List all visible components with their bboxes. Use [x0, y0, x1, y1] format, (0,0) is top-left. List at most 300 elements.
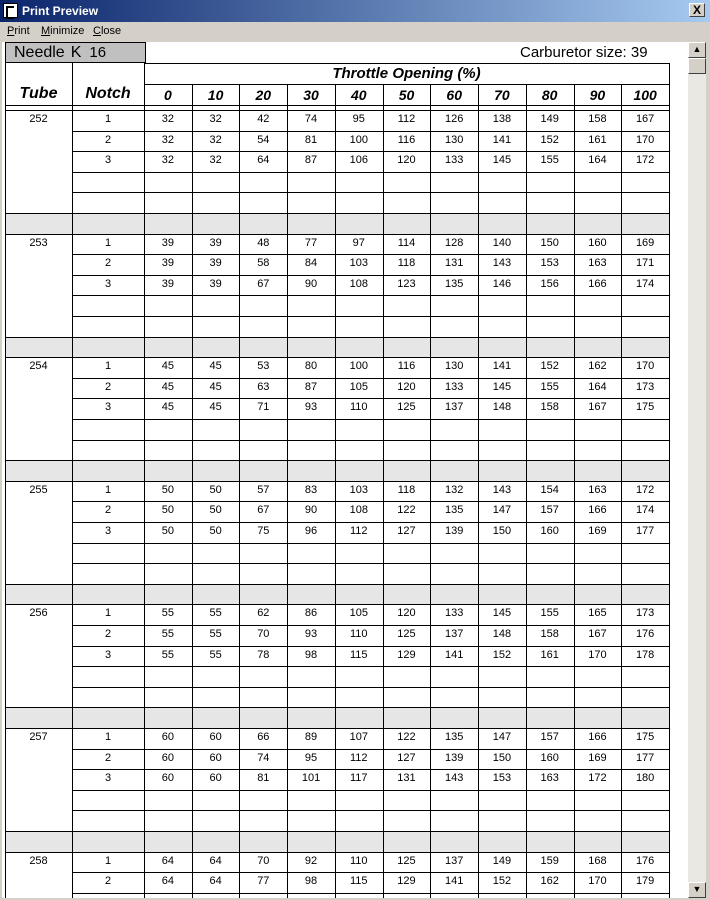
table-cell: 132: [445, 483, 464, 496]
table-cell: 112: [349, 751, 368, 764]
tube-value: 252: [29, 113, 48, 125]
table-cell: 153: [540, 257, 559, 270]
table-cell: 160: [588, 236, 607, 249]
table-cell: 149: [540, 113, 559, 125]
app-icon: [3, 3, 18, 18]
grid-line: [5, 234, 669, 235]
table-cell: 143: [492, 483, 512, 496]
grid-line: [72, 275, 669, 276]
notch-value: 2: [104, 380, 112, 393]
table-cell: 162: [588, 360, 607, 373]
table-cell: 141: [445, 648, 464, 661]
table-cell: 177: [635, 525, 655, 537]
grid-line: [669, 63, 670, 898]
grid-line: [72, 625, 669, 626]
grid-line: [72, 131, 669, 132]
throttle-column-header: 0: [163, 87, 172, 103]
notch-value: 3: [104, 401, 112, 414]
table-cell: 164: [588, 380, 607, 393]
table-cell: 169: [588, 751, 607, 764]
table-cell: 45: [209, 380, 222, 393]
table-cell: 60: [161, 731, 174, 743]
grid-line: [72, 790, 669, 791]
table-cell: 155: [540, 607, 559, 620]
grid-line: [5, 337, 669, 338]
table-cell: 55: [209, 648, 222, 661]
table-cell: 45: [161, 360, 174, 373]
table-cell: 58: [257, 257, 270, 270]
table-cell: 175: [635, 401, 655, 414]
title-bar: [0, 0, 710, 22]
table-cell: 55: [161, 648, 174, 661]
table-cell: 170: [635, 133, 655, 146]
grid-line: [72, 172, 669, 173]
notch-value: 1: [104, 854, 112, 867]
tube-value: 257: [29, 731, 48, 743]
grid-line: [5, 110, 669, 111]
table-cell: 122: [397, 731, 416, 743]
table-cell: 115: [349, 648, 368, 661]
scroll-up-button[interactable]: ▲: [688, 42, 706, 58]
table-cell: 32: [209, 113, 222, 125]
table-cell: 50: [209, 504, 222, 517]
grid-line: [72, 666, 669, 667]
needle-number: 16: [89, 44, 107, 61]
table-cell: 60: [209, 731, 222, 743]
table-cell: 42: [257, 113, 270, 125]
table-cell: 141: [492, 360, 512, 373]
group-separator: [5, 707, 669, 728]
tube-value: 253: [29, 236, 48, 249]
grid-line: [72, 563, 669, 564]
table-cell: 71: [257, 401, 270, 414]
table-cell: 143: [492, 257, 512, 270]
table-cell: 129: [397, 875, 416, 888]
grid-line: [72, 295, 669, 296]
notch-value: 1: [104, 483, 112, 496]
notch-value: 3: [104, 154, 112, 167]
grid-line: [5, 831, 669, 832]
table-cell: 74: [304, 113, 318, 125]
table-cell: 163: [540, 772, 559, 785]
table-cell: 130: [445, 360, 464, 373]
notch-value: 1: [104, 236, 112, 249]
needle-box: [5, 42, 146, 63]
table-cell: 32: [161, 154, 174, 167]
table-cell: 108: [349, 504, 368, 517]
grid-line: [5, 707, 669, 708]
table-cell: 158: [588, 113, 607, 125]
table-cell: 150: [540, 236, 559, 249]
notch-value: 1: [104, 113, 112, 125]
table-cell: 170: [635, 360, 655, 373]
table-cell: 127: [397, 751, 416, 764]
table-cell: 70: [257, 628, 270, 640]
notch-value: 3: [104, 772, 112, 785]
grid-line: [72, 810, 669, 811]
table-cell: 39: [209, 277, 222, 290]
grid-line: [72, 872, 669, 873]
grid-line: [72, 522, 669, 523]
table-cell: 63: [257, 380, 270, 393]
table-cell: 86: [304, 607, 318, 620]
table-cell: 152: [540, 360, 559, 373]
table-cell: 147: [492, 504, 512, 517]
throttle-column-header: 90: [589, 87, 606, 103]
tube-value: 255: [29, 483, 48, 496]
table-cell: 80: [304, 360, 318, 373]
throttle-column-header: 80: [541, 87, 558, 103]
table-cell: 174: [635, 504, 655, 517]
table-cell: 48: [257, 236, 270, 249]
table-cell: 96: [304, 525, 318, 537]
table-cell: 148: [492, 401, 512, 414]
grid-line: [72, 419, 669, 420]
table-cell: 172: [588, 772, 607, 785]
table-cell: 166: [588, 504, 607, 517]
grid-line: [72, 151, 669, 152]
grid-line: [72, 769, 669, 770]
table-cell: 103: [349, 483, 368, 496]
report-page: [2, 42, 688, 898]
notch-value: 1: [104, 731, 112, 743]
tube-column-header: Tube: [19, 85, 58, 102]
table-cell: 177: [635, 751, 655, 764]
table-cell: 179: [635, 875, 655, 888]
table-cell: 97: [352, 236, 365, 249]
table-cell: 158: [540, 401, 559, 414]
table-cell: 178: [635, 648, 655, 661]
table-cell: 45: [161, 380, 174, 393]
grid-line: [72, 687, 669, 688]
table-cell: 106: [349, 154, 368, 167]
throttle-opening-header: Throttle Opening (%): [332, 65, 481, 82]
notch-value: 3: [104, 648, 112, 661]
table-cell: 120: [397, 607, 416, 620]
grid-line: [5, 481, 669, 482]
grid-line: [72, 378, 669, 379]
notch-value: 2: [104, 875, 112, 888]
table-cell: 173: [635, 380, 655, 393]
table-cell: 166: [588, 731, 607, 743]
grid-line: [72, 398, 669, 399]
table-cell: 127: [397, 525, 416, 537]
table-cell: 32: [161, 113, 174, 125]
table-cell: 98: [304, 875, 318, 888]
table-cell: 110: [349, 854, 368, 867]
grid-line: [72, 192, 669, 193]
table-cell: 171: [635, 257, 655, 270]
table-cell: 133: [445, 154, 464, 167]
table-cell: 139: [445, 751, 464, 764]
throttle-column-header: 60: [446, 87, 462, 103]
grid-line: [5, 584, 669, 585]
needle-label: Needle: [14, 44, 65, 61]
table-cell: 110: [349, 401, 368, 414]
grid-line: [72, 440, 669, 441]
table-cell: 84: [304, 257, 318, 270]
group-separator: [5, 460, 669, 481]
throttle-column-header: 10: [207, 87, 224, 103]
table-cell: 175: [635, 731, 655, 743]
throttle-column-header: 20: [255, 87, 272, 103]
table-cell: 66: [257, 731, 270, 743]
throttle-column-header: 100: [633, 87, 657, 103]
table-cell: 176: [635, 628, 655, 640]
table-cell: 163: [588, 483, 607, 496]
table-cell: 57: [257, 483, 270, 496]
table-cell: 95: [352, 113, 365, 125]
menu-close[interactable]: Close: [93, 25, 122, 37]
table-cell: 55: [209, 607, 222, 620]
table-cell: 159: [540, 854, 559, 867]
throttle-column-header: 50: [398, 87, 415, 103]
notch-value: 3: [104, 525, 112, 537]
notch-value: 2: [104, 751, 112, 764]
grid-line: [5, 105, 669, 106]
table-cell: 110: [349, 628, 368, 640]
table-cell: 152: [492, 875, 512, 888]
table-cell: 50: [161, 504, 174, 517]
table-cell: 89: [304, 731, 318, 743]
table-cell: 64: [161, 854, 174, 867]
table-cell: 148: [492, 628, 512, 640]
table-cell: 161: [540, 648, 559, 661]
grid-line: [5, 852, 669, 853]
grid-line: [5, 604, 669, 605]
table-cell: 167: [588, 401, 607, 414]
table-cell: 126: [445, 113, 464, 125]
table-cell: 87: [304, 380, 318, 393]
table-cell: 60: [209, 751, 222, 764]
table-cell: 135: [445, 504, 464, 517]
table-cell: 77: [304, 236, 318, 249]
scroll-thumb[interactable]: [688, 58, 706, 74]
needle-value: K: [70, 44, 82, 61]
notch-value: 2: [104, 504, 112, 517]
table-cell: 55: [161, 628, 174, 640]
table-cell: 157: [540, 731, 559, 743]
table-cell: 170: [588, 875, 607, 888]
table-cell: 122: [397, 504, 416, 517]
table-cell: 112: [397, 113, 416, 125]
grid-line: [72, 646, 669, 647]
table-cell: 67: [257, 504, 270, 517]
table-cell: 107: [349, 731, 368, 743]
table-cell: 39: [161, 236, 174, 249]
table-cell: 150: [492, 525, 512, 537]
notch-value: 1: [104, 360, 112, 373]
table-cell: 160: [540, 751, 559, 764]
table-cell: 130: [445, 133, 464, 146]
group-separator: [5, 337, 669, 358]
table-cell: 129: [397, 648, 416, 661]
table-cell: 169: [635, 236, 655, 249]
table-cell: 141: [492, 133, 512, 146]
table-cell: 105: [349, 380, 368, 393]
throttle-column-header: 40: [350, 87, 367, 103]
table-cell: 70: [257, 854, 270, 867]
table-cell: 39: [209, 257, 222, 270]
scroll-down-button[interactable]: ▼: [688, 882, 706, 898]
table-cell: 101: [301, 772, 321, 785]
notch-value: 2: [104, 257, 112, 270]
table-cell: 60: [209, 772, 222, 785]
table-cell: 115: [349, 875, 368, 888]
table-cell: 112: [349, 525, 368, 537]
table-cell: 100: [349, 360, 368, 373]
table-cell: 166: [588, 277, 607, 290]
table-cell: 64: [257, 154, 270, 167]
table-cell: 120: [397, 154, 416, 167]
table-cell: 176: [635, 854, 655, 867]
table-cell: 81: [304, 133, 318, 146]
table-cell: 180: [635, 772, 655, 785]
table-cell: 120: [397, 380, 416, 393]
group-separator: [5, 584, 669, 605]
table-cell: 118: [397, 257, 416, 270]
table-cell: 135: [445, 731, 464, 743]
table-cell: 158: [540, 628, 559, 640]
table-cell: 32: [161, 133, 174, 146]
table-cell: 93: [304, 628, 318, 640]
table-cell: 152: [492, 648, 512, 661]
table-cell: 114: [397, 236, 416, 249]
table-cell: 39: [161, 257, 174, 270]
table-cell: 155: [540, 154, 559, 167]
table-cell: 131: [397, 772, 416, 785]
table-cell: 139: [445, 525, 464, 537]
table-cell: 162: [540, 875, 559, 888]
table-cell: 50: [209, 483, 222, 496]
tube-value: 256: [29, 607, 48, 620]
table-cell: 77: [257, 875, 270, 888]
table-cell: 165: [588, 607, 607, 620]
notch-value: 2: [104, 628, 112, 640]
table-cell: 155: [540, 380, 559, 393]
table-cell: 138: [492, 113, 512, 125]
table-cell: 83: [304, 483, 318, 496]
table-cell: 131: [445, 257, 464, 270]
table-cell: 174: [635, 277, 655, 290]
table-cell: 153: [492, 772, 512, 785]
menu-print[interactable]: Print: [7, 25, 30, 37]
table-cell: 172: [635, 483, 655, 496]
table-cell: 92: [304, 854, 318, 867]
table-cell: 137: [445, 401, 464, 414]
table-cell: 64: [161, 875, 174, 888]
table-cell: 50: [161, 525, 174, 537]
menu-bar: [0, 22, 710, 41]
table-cell: 54: [257, 133, 270, 146]
table-cell: 95: [304, 751, 318, 764]
table-cell: 172: [635, 154, 655, 167]
notch-value: 1: [104, 607, 112, 620]
table-cell: 67: [257, 277, 270, 290]
table-cell: 123: [397, 277, 416, 290]
table-cell: 32: [209, 133, 222, 146]
table-cell: 125: [397, 854, 416, 867]
grid-line: [72, 316, 669, 317]
table-cell: 64: [209, 875, 222, 888]
table-cell: 81: [257, 772, 270, 785]
table-cell: 163: [588, 257, 607, 270]
grid-line: [5, 460, 669, 461]
table-cell: 154: [540, 483, 559, 496]
table-cell: 167: [635, 113, 655, 125]
table-cell: 118: [397, 483, 416, 496]
table-cell: 90: [304, 504, 318, 517]
group-separator: [5, 213, 669, 234]
carburetor-size: Carburetor size: 39: [520, 44, 648, 61]
window-title: Print Preview: [22, 4, 99, 18]
table-cell: 167: [588, 628, 607, 640]
grid-line: [72, 893, 669, 894]
notch-column-header: Notch: [85, 85, 131, 102]
table-cell: 150: [492, 751, 512, 764]
table-cell: 108: [349, 277, 368, 290]
grid-line: [72, 254, 669, 255]
table-cell: 117: [349, 772, 368, 785]
grid-line: [5, 357, 669, 358]
tube-value: 254: [29, 360, 48, 373]
table-cell: 125: [397, 628, 416, 640]
table-cell: 164: [588, 154, 607, 167]
table-cell: 39: [161, 277, 174, 290]
table-cell: 133: [445, 380, 464, 393]
table-cell: 50: [161, 483, 174, 496]
grid-line: [72, 543, 669, 544]
table-cell: 55: [161, 607, 174, 620]
table-cell: 168: [588, 854, 607, 867]
table-cell: 137: [445, 854, 464, 867]
table-cell: 45: [209, 360, 222, 373]
table-cell: 45: [209, 401, 222, 414]
close-window-button[interactable]: X: [689, 3, 705, 17]
table-cell: 161: [588, 133, 607, 146]
table-cell: 169: [588, 525, 607, 537]
table-cell: 143: [445, 772, 464, 785]
table-cell: 87: [304, 154, 318, 167]
table-cell: 100: [349, 133, 368, 146]
table-cell: 146: [492, 277, 512, 290]
table-cell: 60: [161, 772, 174, 785]
table-cell: 156: [540, 277, 559, 290]
table-cell: 60: [161, 751, 174, 764]
throttle-column-header: 70: [494, 87, 510, 103]
table-cell: 62: [257, 607, 270, 620]
table-cell: 147: [492, 731, 512, 743]
tube-value: 258: [29, 854, 48, 867]
table-cell: 105: [349, 607, 368, 620]
table-cell: 75: [257, 525, 270, 537]
table-cell: 135: [445, 277, 464, 290]
table-cell: 98: [304, 648, 318, 661]
table-cell: 125: [397, 401, 416, 414]
table-cell: 64: [209, 854, 222, 867]
table-cell: 145: [492, 154, 512, 167]
menu-minimize[interactable]: Minimize: [41, 25, 85, 37]
group-separator: [5, 831, 669, 852]
table-cell: 116: [397, 133, 416, 146]
table-cell: 145: [492, 607, 512, 620]
grid-line: [5, 728, 669, 729]
vertical-scrollbar[interactable]: [688, 42, 706, 898]
table-cell: 32: [209, 154, 222, 167]
table-cell: 128: [445, 236, 464, 249]
table-cell: 90: [304, 277, 318, 290]
table-cell: 53: [257, 360, 270, 373]
